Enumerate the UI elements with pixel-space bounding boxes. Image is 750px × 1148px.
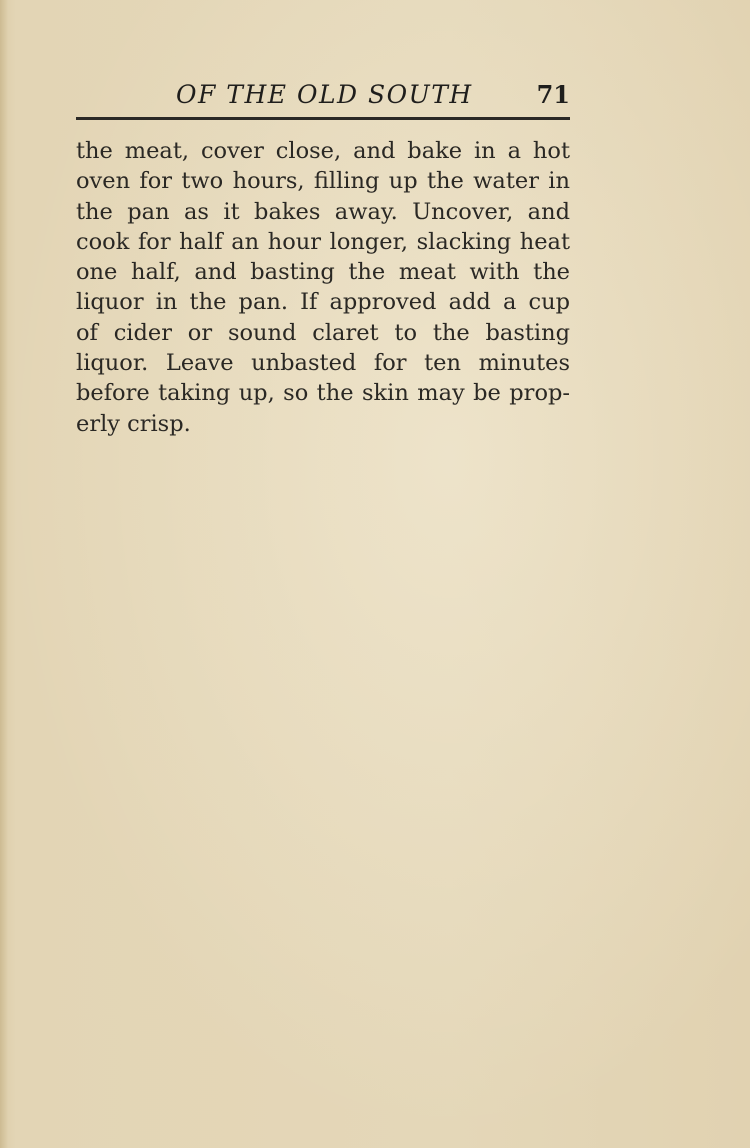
- text-line: liquor. Leave unbasted for ten minutes: [76, 350, 570, 377]
- text-line: the meat, cover close, and bake in a hot: [76, 138, 570, 164]
- header-rule: [76, 117, 570, 120]
- running-head: [78, 76, 570, 116]
- running-title: OF THE OLD SOUTH: [176, 80, 473, 109]
- text-line: of cider or sound claret to the basting: [76, 319, 570, 346]
- text-line: oven for two hours, filling up the water in: [76, 168, 570, 195]
- text-line: liquor in the pan. If approved add a cup: [76, 289, 570, 316]
- page-gutter-shadow: [0, 0, 8, 1148]
- text-line: cook for half an hour longer, slacking heat: [76, 228, 570, 255]
- body-paragraph: [76, 136, 570, 439]
- text-line: the pan as it bakes away. Uncover, and: [76, 198, 570, 225]
- text-line: one half, and basting the meat with the: [76, 259, 570, 286]
- text-line: before taking up, so the skin may be prop-: [76, 380, 570, 407]
- page-number: 71: [536, 80, 570, 109]
- text-line: erly crisp.: [76, 410, 191, 437]
